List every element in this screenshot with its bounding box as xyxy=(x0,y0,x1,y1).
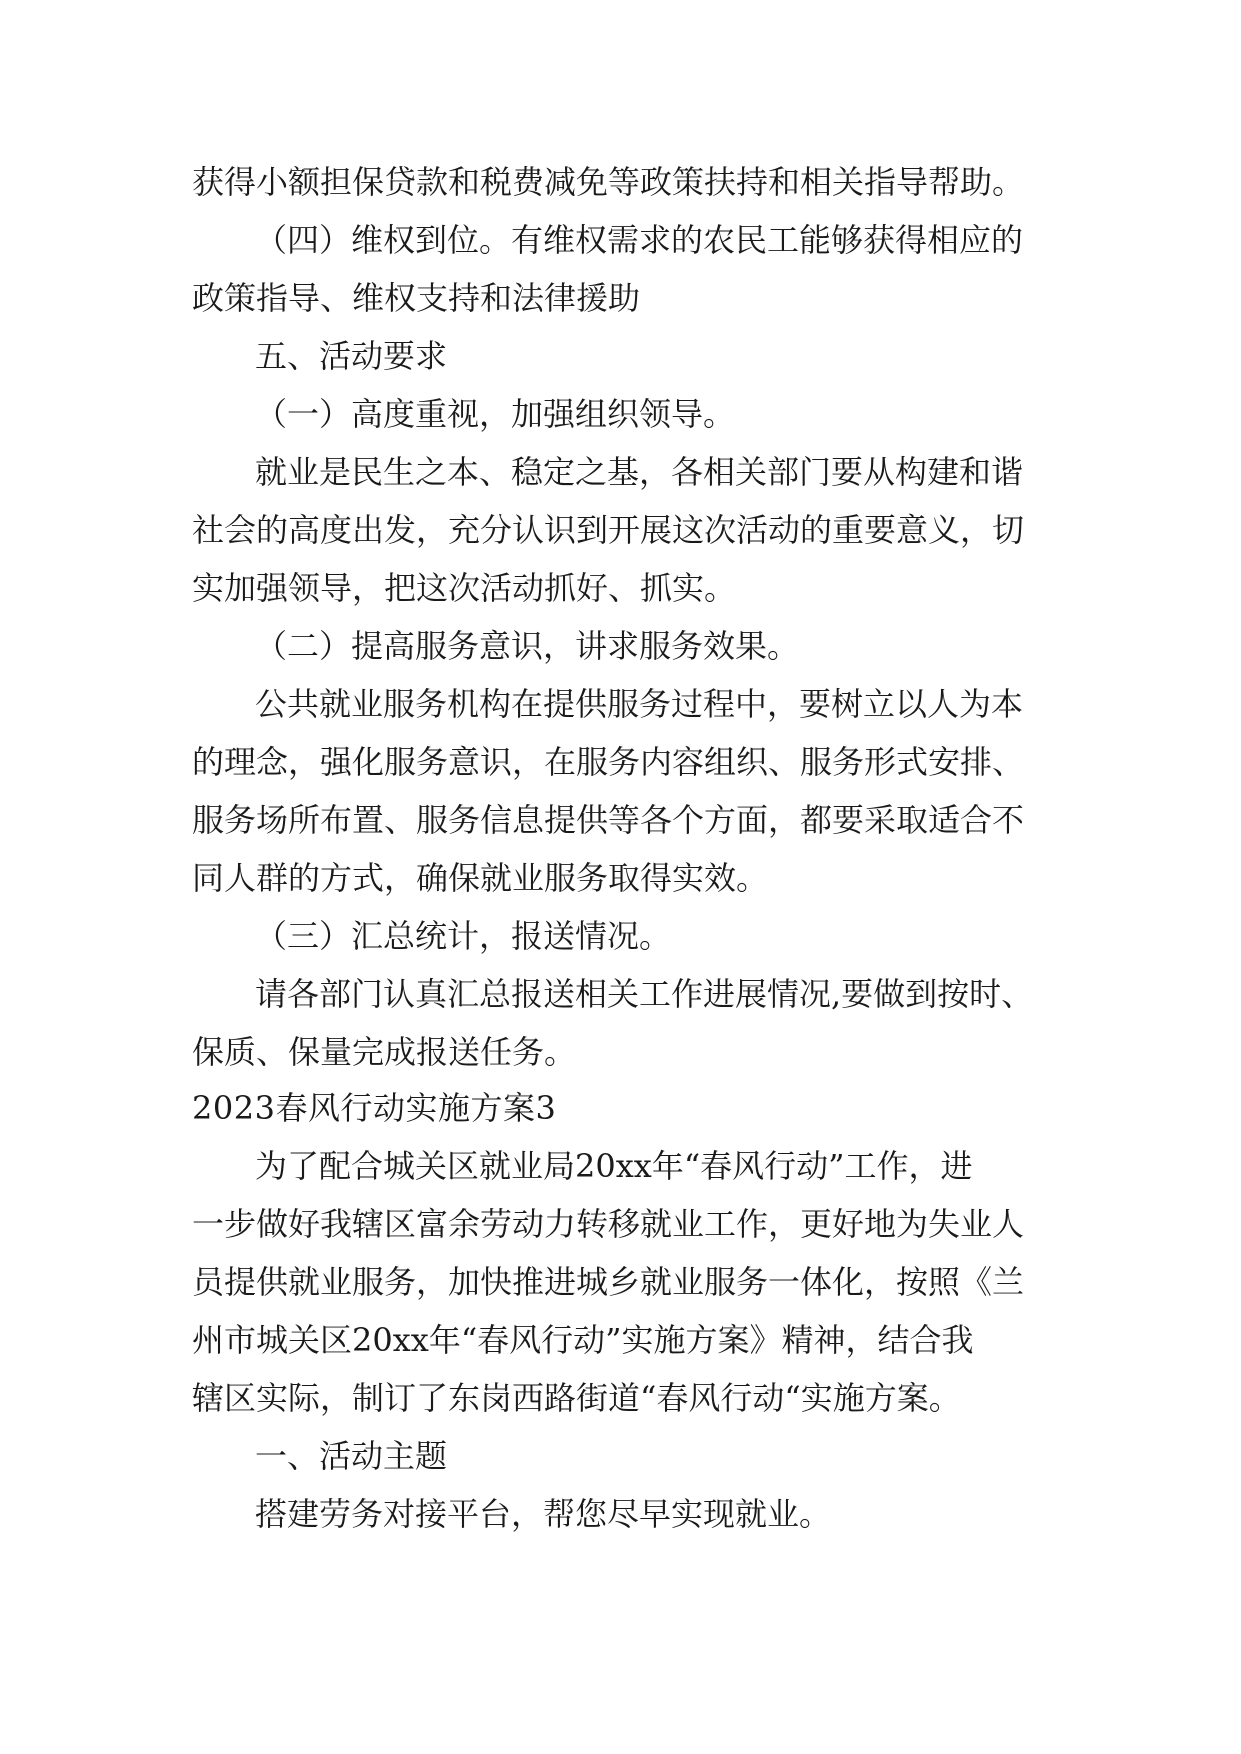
document-title: 2023春风行动实施方案3 xyxy=(192,1089,557,1127)
paragraph-line: 实加强领导，把这次活动抓好、抓实。 xyxy=(192,569,737,607)
paragraph-line: 公共就业服务机构在提供服务过程中，要树立以人为本 xyxy=(255,685,1024,723)
paragraph-line: 搭建劳务对接平台，帮您尽早实现就业。 xyxy=(255,1495,832,1533)
subsection-heading: （二）提高服务意识，讲求服务效果。 xyxy=(255,627,800,665)
paragraph-line: 辖区实际，制订了东岗西路街道“春风行动“实施方案。 xyxy=(192,1379,961,1417)
paragraph-line: 员提供就业服务，加快推进城乡就业服务一体化，按照《兰 xyxy=(192,1263,1025,1301)
paragraph-line: 就业是民生之本、稳定之基，各相关部门要从构建和谐 xyxy=(255,453,1024,491)
section-heading: 五、活动要求 xyxy=(255,337,448,375)
paragraph-line: 政策指导、维权支持和法律援助 xyxy=(192,279,641,317)
paragraph-line: 请各部门认真汇总报送相关工作进展情况,要做到按时、 xyxy=(255,975,1034,1013)
paragraph-line: （四）维权到位。有维权需求的农民工能够获得相应的 xyxy=(255,221,1024,259)
paragraph-line: 州市城关区20xx年“春风行动”实施方案》精神，结合我 xyxy=(192,1321,974,1359)
paragraph-line: 为了配合城关区就业局20xx年“春风行动”工作，进 xyxy=(255,1147,973,1185)
paragraph-line: 服务场所布置、服务信息提供等各个方面，都要采取适合不 xyxy=(192,801,1025,839)
subsection-heading: （三）汇总统计，报送情况。 xyxy=(255,917,672,955)
paragraph-line: 社会的高度出发，充分认识到开展这次活动的重要意义，切 xyxy=(192,511,1025,549)
subsection-heading: （一）高度重视，加强组织领导。 xyxy=(255,395,736,433)
paragraph-line: 同人群的方式，确保就业服务取得实效。 xyxy=(192,859,769,897)
paragraph-line: 一步做好我辖区富余劳动力转移就业工作，更好地为失业人 xyxy=(192,1205,1025,1243)
section-heading: 一、活动主题 xyxy=(255,1437,448,1475)
paragraph-line: 的理念，强化服务意识，在服务内容组织、服务形式安排、 xyxy=(192,743,1025,781)
paragraph-line: 保质、保量完成报送任务。 xyxy=(192,1033,577,1071)
paragraph-line: 获得小额担保贷款和税费减免等政策扶持和相关指导帮助。 xyxy=(192,163,1025,201)
